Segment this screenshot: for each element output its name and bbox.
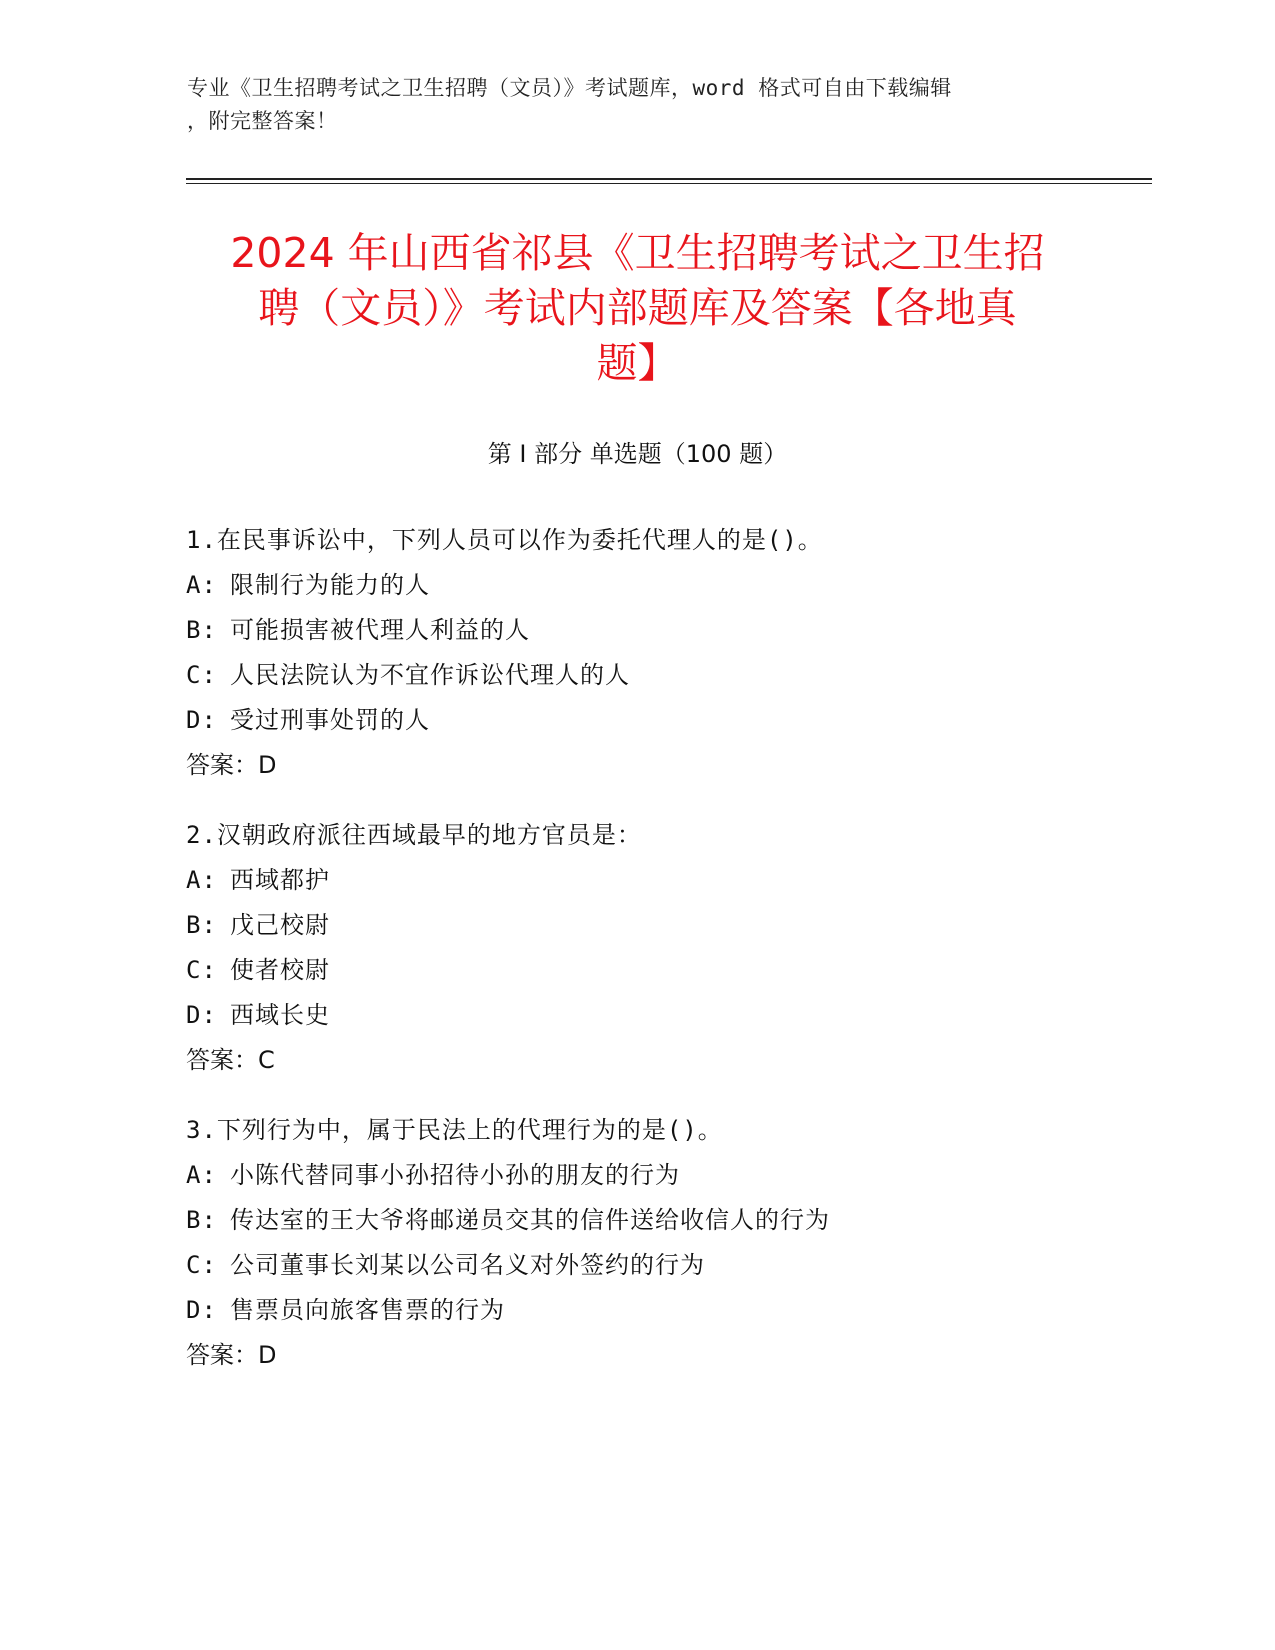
title-line-3: 题】 — [596, 339, 679, 387]
option-letter: D: — [186, 1296, 217, 1324]
option-a — [186, 1160, 1146, 1190]
option-c — [186, 955, 1146, 985]
option-letter: A: — [186, 571, 217, 599]
option-letter: B: — [186, 911, 217, 939]
option-b — [186, 615, 1146, 645]
question-stem: 3.下列行为中，属于民法上的代理行为的是()。 — [186, 1116, 723, 1144]
question-stem: 2.汉朝政府派往西域最早的地方官员是： — [186, 821, 642, 849]
option-text: 戊己校尉 — [230, 911, 330, 939]
option-a — [186, 865, 1146, 895]
header-note-line-1: 专业《卫生招聘考试之卫生招聘（文员）》考试题库，word 格式可自由下载编辑 — [187, 76, 952, 100]
header-note-line-2: ，附完整答案！ — [187, 109, 338, 133]
question-3 — [186, 1115, 1146, 1370]
option-text: 受过刑事处罚的人 — [230, 706, 430, 734]
option-text: 售票员向旅客售票的行为 — [230, 1296, 505, 1324]
header-note — [187, 72, 1067, 138]
option-a — [186, 570, 1146, 600]
option-d — [186, 1295, 1146, 1325]
section-heading: 第 I 部分 单选题（100 题） — [487, 440, 788, 468]
option-text: 传达室的王大爷将邮递员交其的信件送给收信人的行为 — [230, 1206, 830, 1234]
option-text: 人民法院认为不宜作诉讼代理人的人 — [230, 661, 630, 689]
question-stem: 1.在民事诉讼中，下列人员可以作为委托代理人的是()。 — [186, 526, 823, 554]
option-letter: A: — [186, 866, 217, 894]
header-rule-thick — [186, 178, 1152, 180]
option-letter: A: — [186, 1161, 217, 1189]
answer-line: 答案：D — [186, 751, 277, 779]
option-b — [186, 910, 1146, 940]
option-d — [186, 705, 1146, 735]
option-text: 西域长史 — [230, 1001, 330, 1029]
answer-line: 答案：C — [186, 1046, 275, 1074]
option-b — [186, 1205, 1146, 1235]
question-1 — [186, 525, 1146, 780]
title-line-1: 2024 年山西省祁县《卫生招聘考试之卫生招 — [230, 229, 1045, 277]
option-text: 可能损害被代理人利益的人 — [230, 616, 530, 644]
header-rule-thin — [186, 183, 1152, 184]
option-text: 西域都护 — [230, 866, 330, 894]
document-title — [170, 226, 1105, 391]
option-letter: B: — [186, 616, 217, 644]
option-letter: C: — [186, 661, 217, 689]
option-text: 小陈代替同事小孙招待小孙的朋友的行为 — [230, 1161, 680, 1189]
option-letter: B: — [186, 1206, 217, 1234]
option-c — [186, 660, 1146, 690]
answer-line: 答案：D — [186, 1341, 277, 1369]
question-list — [186, 525, 1146, 1410]
option-text: 公司董事长刘某以公司名义对外签约的行为 — [230, 1251, 705, 1279]
option-letter: C: — [186, 956, 217, 984]
option-text: 使者校尉 — [230, 956, 330, 984]
option-c — [186, 1250, 1146, 1280]
option-letter: D: — [186, 1001, 217, 1029]
option-letter: C: — [186, 1251, 217, 1279]
title-line-2: 聘（文员）》考试内部题库及答案【各地真 — [258, 284, 1017, 332]
option-letter: D: — [186, 706, 217, 734]
option-d — [186, 1000, 1146, 1030]
option-text: 限制行为能力的人 — [230, 571, 430, 599]
question-2 — [186, 820, 1146, 1075]
